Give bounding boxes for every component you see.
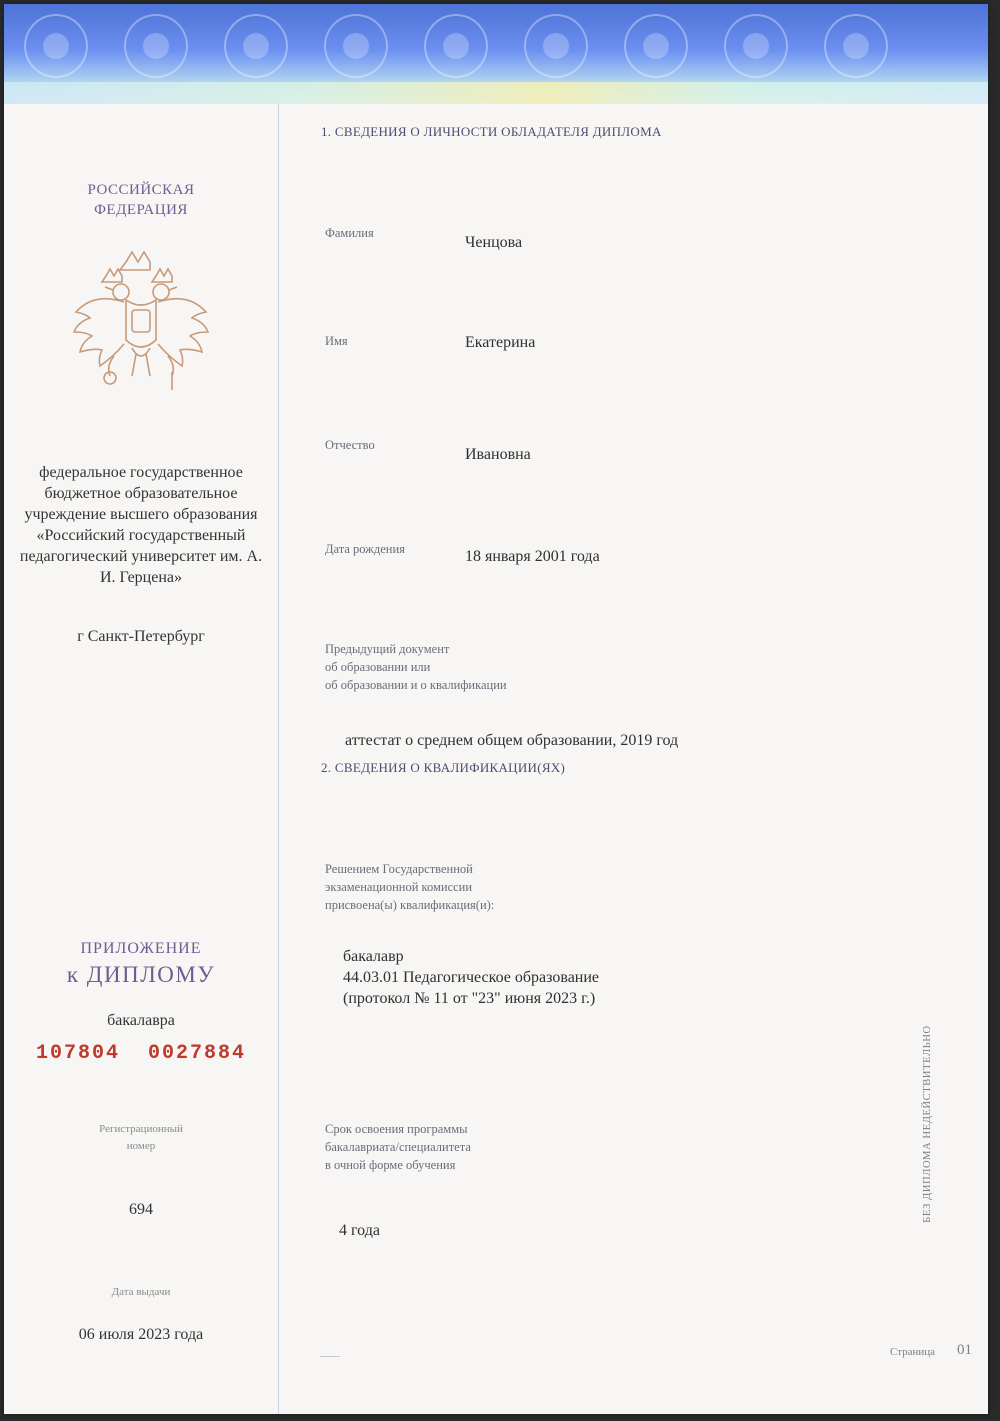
- registration-number: 694: [129, 1201, 153, 1218]
- patronymic-label: Отчество: [325, 438, 375, 452]
- study-duration-label-line: в очной форме обучения: [325, 1158, 456, 1172]
- commission-decision-label-line: Решением Государственной: [325, 862, 473, 876]
- rosette-ornament-icon: [824, 14, 888, 78]
- rosette-ornament-icon: [724, 14, 788, 78]
- coat-of-arms-icon: [66, 244, 216, 404]
- issue-date-label: Дата выдачи: [111, 1286, 171, 1298]
- left-column: [4, 104, 278, 1414]
- rosette-ornament-icon: [324, 14, 388, 78]
- page-number: 01: [957, 1342, 972, 1358]
- degree-level: бакалавра: [107, 1012, 175, 1029]
- banner-stripe: [4, 82, 988, 104]
- commission-decision-label: [325, 860, 494, 914]
- appendix-subtitle: к ДИПЛОМУ: [66, 962, 216, 987]
- footer-dash: [320, 1356, 340, 1357]
- protocol-reference: (протокол № 11 от "23" июня 2023 г.): [343, 990, 596, 1007]
- program-code-name: 44.03.01 Педагогическое образование: [343, 969, 600, 986]
- patronymic-value: Ивановна: [465, 446, 531, 463]
- right-column: [279, 104, 988, 1414]
- diploma-supplement-page: [4, 4, 988, 1414]
- birthdate-value: 18 января 2001 года: [465, 548, 600, 565]
- issue-date: 06 июля 2023 года: [78, 1326, 204, 1343]
- city: г Санкт-Петербург: [77, 628, 205, 645]
- previous-document-label-line: об образовании и о квалификации: [325, 678, 507, 692]
- study-duration-label-line: бакалавриата/специалитета: [325, 1140, 471, 1154]
- birthdate-label: Дата рождения: [325, 542, 405, 556]
- section-1-title: 1. СВЕДЕНИЯ О ЛИЧНОСТИ ОБЛАДАТЕЛЯ ДИПЛОМА: [321, 124, 662, 139]
- study-duration-label: [325, 1120, 471, 1174]
- country-line-1: РОССИЙСКАЯ: [87, 182, 195, 198]
- qualification-title: бакалавр: [343, 948, 404, 965]
- rosette-ornament-icon: [124, 14, 188, 78]
- previous-document-label-line: об образовании или: [325, 660, 431, 674]
- qualification-value: [343, 946, 599, 1009]
- validity-note: БЕЗ ДИПЛОМА НЕДЕЙСТВИТЕЛЬНО: [922, 1025, 933, 1223]
- appendix-title: ПРИЛОЖЕНИЕ: [80, 940, 202, 957]
- study-duration-value: 4 года: [339, 1222, 380, 1239]
- country-name: [4, 180, 278, 220]
- section-2-title: 2. СВЕДЕНИЯ О КВАЛИФИКАЦИИ(ЯХ): [321, 760, 566, 775]
- rosette-ornament-icon: [524, 14, 588, 78]
- decorative-banner: [4, 4, 988, 104]
- commission-decision-label-line: экзаменационной комиссии: [325, 880, 473, 894]
- registration-number-label: Регистрационный номер: [99, 1123, 183, 1152]
- page-label: Страница: [890, 1346, 936, 1358]
- commission-decision-label-line: присвоена(ы) квалификация(и):: [325, 898, 495, 912]
- name-value: Екатерина: [465, 334, 536, 351]
- surname-value: Ченцова: [465, 234, 523, 251]
- previous-document-label-line: Предыдущий документ: [325, 642, 450, 656]
- rosette-ornament-icon: [224, 14, 288, 78]
- country-line-2: ФЕДЕРАЦИЯ: [94, 202, 188, 218]
- rosette-ornament-icon: [624, 14, 688, 78]
- rosette-ornament-icon: [24, 14, 88, 78]
- rosette-ornament-icon: [424, 14, 488, 78]
- serial-number: 107804 0027884: [35, 1042, 247, 1065]
- previous-document-value: аттестат о среднем общем образовании, 2019 год: [345, 732, 679, 749]
- study-duration-label-line: Срок освоения программы: [325, 1122, 468, 1136]
- surname-label: Фамилия: [325, 226, 374, 240]
- name-label: Имя: [325, 334, 348, 348]
- previous-document-label: [325, 640, 507, 694]
- institution-name: федеральное государственное бюджетное образовательное учреждение высшего образования «Российский государственный педагогический университет им. А. И. Герцена»: [19, 464, 263, 586]
